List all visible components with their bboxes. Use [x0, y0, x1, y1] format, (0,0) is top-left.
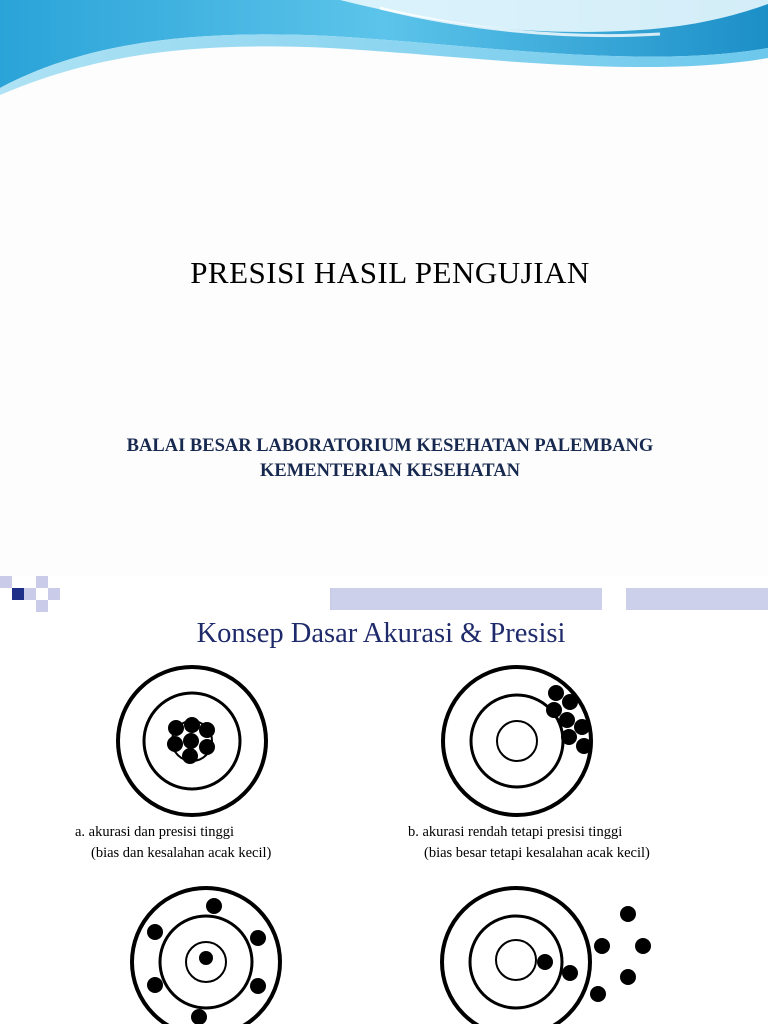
- concept-slide: [0, 576, 768, 1024]
- target-d: [442, 888, 651, 1024]
- slide-title: PRESISI HASIL PENGUJIAN: [190, 255, 590, 290]
- caption-b-line2: (bias besar tetapi kesalahan acak kecil): [424, 845, 650, 861]
- slide-title: Konsep Dasar Akurasi & Presisi: [196, 618, 566, 649]
- caption-a-line2: (bias dan kesalahan acak kecil): [91, 845, 272, 861]
- caption-a-line1: a. akurasi dan presisi tinggi: [75, 824, 235, 840]
- target-a: [118, 667, 266, 815]
- caption-b-line1: b. akurasi rendah tetapi presisi tinggi: [408, 824, 623, 840]
- slide-subtitle: [0, 434, 768, 484]
- caption-target-a: [75, 822, 271, 864]
- target-c: [132, 888, 280, 1024]
- wave-header-graphic: [0, 0, 768, 95]
- target-b: [443, 667, 592, 815]
- accuracy-precision-diagram: [0, 576, 768, 1024]
- ministry-name: KEMENTERIAN KESEHATAN: [260, 461, 520, 481]
- institution-name: BALAI BESAR LABORATORIUM KESEHATAN PALEMBANG: [126, 436, 654, 456]
- caption-target-b: [408, 822, 650, 864]
